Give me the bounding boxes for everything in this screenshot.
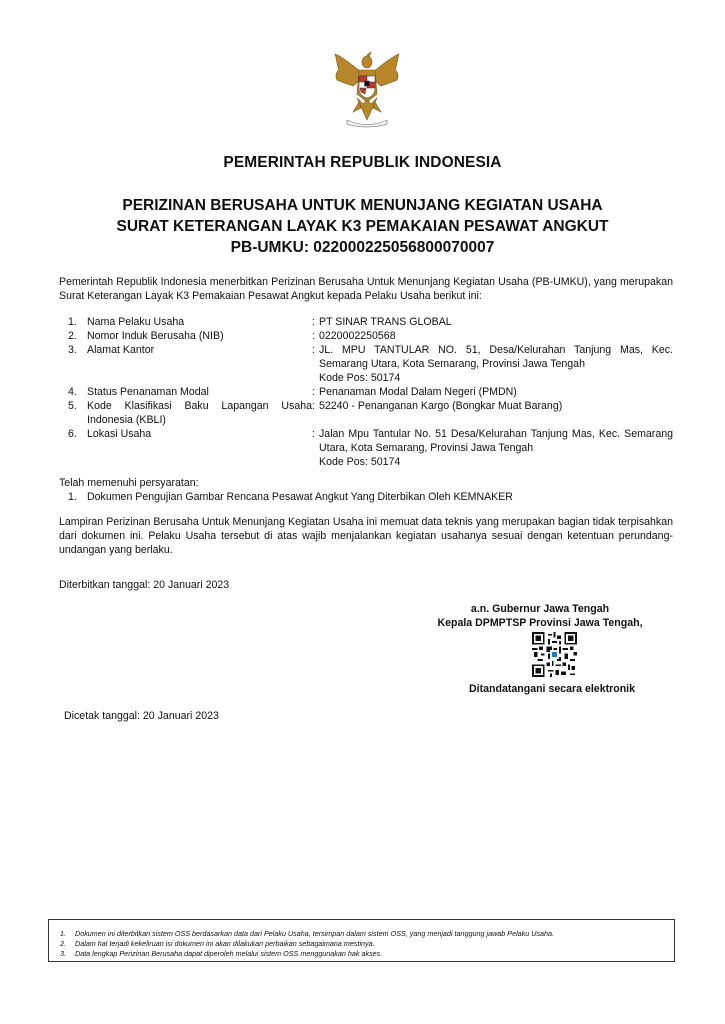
footer-note-number: 2.	[60, 939, 66, 948]
requirement-item	[68, 490, 513, 504]
address-text: JL. MPU TANTULAR NO. 51, Desa/Kelurahan Tanjung Mas, Kec. Semarang Utara, Kota Semarang, Provinsi Jawa Tengah	[319, 344, 673, 370]
postal-code: Kode Pos: 50174	[319, 456, 401, 468]
field-number: 6.	[68, 428, 77, 440]
field-value: 52240 - Penanganan Kargo (Bongkar Muat Barang)	[319, 400, 563, 412]
printed-date: Dicetak tanggal: 20 Januari 2023	[64, 710, 219, 722]
business-details-list	[68, 315, 673, 469]
license-number: PB-UMKU: 022000225056800070007	[230, 239, 495, 256]
requirements-heading: Telah memenuhi persyaratan:	[59, 477, 199, 489]
footer-note-text: Dokumen ini diterbitkan sistem OSS berdasarkan data dari Pelaku Usaha, tersimpan dalam sistem OSS, yang menjadi tanggung jawab Pelaku Usaha.	[75, 929, 555, 938]
field-row-investment-status	[68, 385, 673, 399]
field-number: 3.	[68, 344, 77, 356]
location-text: Jalan Mpu Tantular No. 51 Desa/Kelurahan Tanjung Mas, Kec. Semarang Utara, Kota Semarang, Provinsi Jawa Tengah	[319, 428, 673, 454]
attachment-note: Lampiran Perizinan Berusaha Untuk Menunjang Kegiatan Usaha ini memuat data teknis yang merupakan bagian tidak terpisahkan dari dokumen ini. Pelaku Usaha tersebut di atas wajib menjalankan kegiatan usahanya sesuai dengan ketentuan perundang-undangan yang berlaku.	[59, 516, 673, 556]
title-line-1: PERIZINAN BERUSAHA UNTUK MENUNJANG KEGIATAN USAHA	[122, 197, 603, 214]
requirements-list	[68, 490, 513, 504]
field-number: 5.	[68, 400, 77, 412]
field-number: 2.	[68, 330, 77, 342]
requirement-number: 1.	[68, 491, 77, 503]
field-colon: :	[312, 400, 315, 412]
signatory-on-behalf: a.n. Gubernur Jawa Tengah	[470, 603, 610, 615]
field-colon: :	[312, 330, 315, 342]
field-row-name	[68, 315, 673, 329]
field-label: Alamat Kantor	[87, 344, 155, 356]
footer-note	[60, 939, 674, 949]
field-colon: :	[312, 316, 315, 328]
footer-note	[60, 929, 674, 939]
government-title: PEMERINTAH REPUBLIK INDONESIA	[223, 154, 502, 171]
signatory-title: Kepala DPMPTSP Provinsi Jawa Tengah,	[437, 617, 643, 629]
field-row-business-location	[68, 427, 673, 469]
issued-date: Diterbitkan tanggal: 20 Januari 2023	[59, 579, 230, 591]
field-row-nib	[68, 329, 673, 343]
field-label: Kode Klasifikasi Baku Lapangan Usaha Indonesia (KBLI)	[87, 400, 312, 426]
field-colon: :	[312, 386, 315, 398]
field-label: Nomor Induk Berusaha (NIB)	[87, 330, 224, 342]
field-row-kbli	[68, 399, 673, 427]
field-label: Lokasi Usaha	[87, 428, 152, 440]
field-colon: :	[312, 344, 315, 356]
footer-notes-box	[48, 919, 675, 962]
footer-note-text: Dalam hal terjadi kekeliruan isi dokumen ini akan dilakukan perbaikan sebagaimana mestinya.	[75, 939, 375, 948]
field-value: PT SINAR TRANS GLOBAL	[319, 316, 452, 328]
field-row-office-address	[68, 343, 673, 385]
footer-note-number: 3.	[60, 949, 66, 958]
intro-paragraph: Pemerintah Republik Indonesia menerbitkan Perizinan Berusaha Untuk Menunjang Kegiatan Usaha (PB-UMKU), yang merupakan Surat Keterangan Layak K3 Pemakaian Pesawat Angkut kepada Pelaku Usaha berikut ini:	[59, 276, 673, 302]
field-value: 0220002250568	[319, 330, 396, 342]
garuda-emblem-icon	[331, 50, 403, 128]
field-number: 1.	[68, 316, 77, 328]
postal-code: Kode Pos: 50174	[319, 372, 401, 384]
field-colon: :	[312, 428, 315, 440]
title-line-2: SURAT KETERANGAN LAYAK K3 PEMAKAIAN PESAWAT ANGKUT	[116, 218, 609, 235]
field-value	[319, 343, 673, 385]
qr-code-icon	[532, 632, 577, 677]
field-value: Penanaman Modal Dalam Negeri (PMDN)	[319, 386, 517, 398]
document-title	[0, 195, 725, 258]
requirement-text: Dokumen Pengujian Gambar Rencana Pesawat Angkut Yang Diterbikan Oleh KEMNAKER	[87, 491, 513, 503]
field-label: Status Penanaman Modal	[87, 386, 209, 398]
electronic-signature-note: Ditandatangani secara elektronik	[468, 683, 636, 695]
field-label: Nama Pelaku Usaha	[87, 316, 185, 328]
field-number: 4.	[68, 386, 77, 398]
footer-note-number: 1.	[60, 929, 66, 938]
field-value	[319, 427, 673, 469]
footer-note	[60, 949, 674, 959]
footer-note-text: Data lengkap Perizinan Berusaha dapat diperoleh melalui sistem OSS menggunakan hak akses.	[75, 949, 383, 958]
